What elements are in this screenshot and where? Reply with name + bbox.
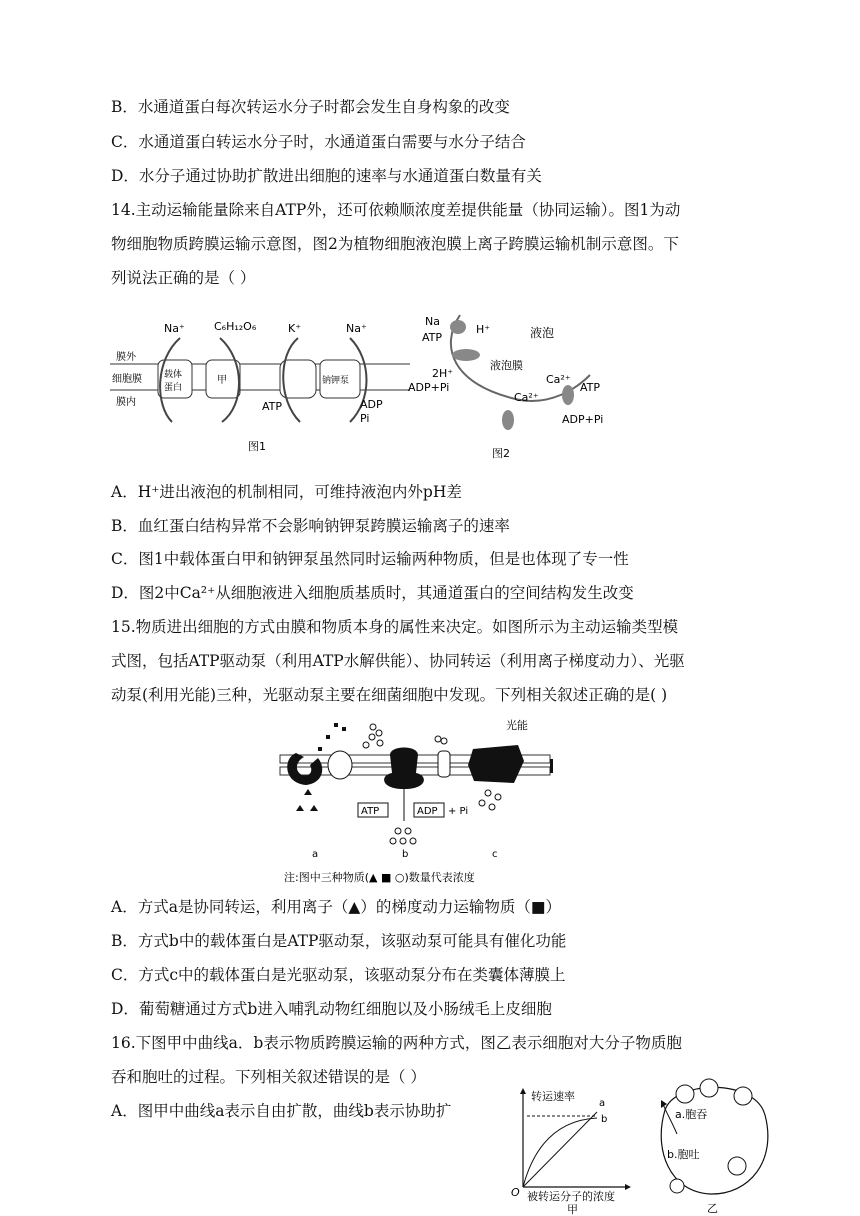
graph-ylabel: 转运速率 [531,1090,575,1103]
fig2-ca-pump [562,385,574,405]
fig1-pi-label: Pi [360,412,370,425]
fig2-ca-channel [502,410,514,430]
atp-label: ATP [361,806,380,817]
q15-stem-line-2: 式图，包括ATP驱动泵（利用ATP水解供能）、协同转运（利用离子梯度动力）、光驱 [111,652,685,670]
q16-option-a: A．图甲中曲线a表示自由扩散，曲线b表示协助扩 [111,1102,452,1120]
curve-b [523,1118,597,1187]
exocytosis-vesicle [728,1157,746,1175]
type-a-carrier-2 [328,751,352,779]
q15-option-d: D．葡萄糖通过方式b进入哺乳动物红细胞以及小肠绒毛上皮细胞 [111,1000,552,1018]
fig2-vacuole-label: 液泡 [530,326,555,340]
fig1-pump-label: 钠钾泵 [322,376,350,386]
fig1-k-label: K⁺ [288,322,302,335]
q14-stem-line-1: 14.主动运输能量除来自ATP外，还可依赖顺浓度差提供能量（协同运输）。图1为动 [111,201,681,219]
q15-option-a: A．方式a是协同转运，利用离子（▲）的梯度动力运输物质（■） [111,898,562,916]
label-a: a [312,849,319,860]
cell-yi-endocytosis-exocytosis [645,1070,785,1216]
q13-option-b: B．水通道蛋白每次转运水分子时都会发生自身构象的改变 [111,98,510,116]
endocytosis-label: a.胞吞 [675,1108,708,1121]
fig2-atp-label-2: ATP [580,381,601,394]
curve-b-label: b [601,1114,608,1125]
fig1-atp-label: ATP [262,400,283,413]
type-b-carrier-2 [438,751,450,777]
fig1-adp-label: ADP [360,398,383,411]
figure-1-membrane-transport [110,310,410,460]
q15-stem-line-3: 动泵(利用光能)三种，光驱动泵主要在细菌细胞中发现。下列相关叙述正确的是( ) [111,686,668,704]
fig1-inside-label: 膜内 [116,397,136,408]
triangle-particle [296,805,304,811]
svg-text:蛋白: 蛋白 [164,383,183,393]
q16-stem-line-2: 吞和胞吐的过程。下列相关叙述错误的是（ ） [111,1068,426,1086]
fig2-vac-membrane-label: 液泡膜 [490,359,523,372]
fig2-2h-label: 2H⁺ [432,367,454,380]
figure-note: 注:图中三种物质(▲ ■ ○)数量代表浓度 [284,871,475,884]
fig2-na-label: Na [425,315,440,328]
fig1-carrier-label: 载体 [164,370,183,380]
q14-option-a: A．H⁺进出液泡的机制相同，可维持液泡内外pH差 [111,483,462,501]
fig1-outside-label: 膜外 [116,352,136,363]
graph-jia-transport-rate [505,1082,645,1216]
fig1-caption: 图1 [248,440,266,453]
fig2-ca-label-2: Ca²⁺ [546,373,571,386]
fig1-na-label-1: Na⁺ [164,322,185,335]
q14-option-d: D．图2中Ca²⁺从细胞液进入细胞质基质时，其通道蛋白的空间结构发生改变 [111,584,634,602]
square-particle [334,723,338,727]
cell-caption: 乙 [707,1202,718,1215]
fig1-jia-label: 甲 [217,375,227,386]
q14-stem-line-2: 物细胞物质跨膜运输示意图，图2为植物细胞液泡膜上离子跨膜运输机制示意图。下 [111,235,679,253]
fig2-adp-label-2: ADP+Pi [562,413,604,426]
q13-option-c: C．水通道蛋白转运水分子时，水通道蛋白需要与水分子结合 [111,133,526,151]
q15-stem-line-1: 15.物质进出细胞的方式由膜和物质本身的属性来决定。如图所示为主动运输类型模 [111,618,679,636]
fig2-h-pump [450,320,466,334]
graph-caption: 甲 [567,1203,578,1216]
q14-option-c: C．图1中载体蛋白甲和钠钾泵虽然同时运输两种物质，但是也体现了专一性 [111,550,629,568]
curve-a-label: a [599,1098,606,1109]
q13-option-d: D．水分子通过协助扩散进出细胞的速率与水通道蛋白数量有关 [111,167,542,185]
light-label: 光能 [506,719,528,732]
fig1-na-label-2: Na⁺ [346,322,367,335]
graph-xlabel: 被转运分子的浓度 [527,1190,615,1203]
q16-stem-line-1: 16.下图甲中曲线a．b表示物质跨膜运输的两种方式，图乙表示细胞对大分子物质胞 [111,1034,682,1052]
q15-option-b: B．方式b中的载体蛋白是ATP驱动泵，该驱动泵可能具有催化功能 [111,932,567,950]
fig1-glucose-label: C₆H₁₂O₆ [214,320,257,333]
fig2-atp-label-1: ATP [422,331,443,344]
exocytosis-label: b.胞吐 [667,1148,700,1161]
graph-origin: O [511,1186,520,1199]
q14-option-b: B．血红蛋白结构异常不会影响钠钾泵跨膜运输离子的速率 [111,517,510,535]
label-c: c [492,849,498,860]
fig1-membrane-label: 细胞膜 [112,374,142,385]
figure-2-vacuole-transport [400,305,630,465]
adp-label: ADP [417,806,438,817]
figure-active-transport-types [278,713,568,893]
endocytosis-vesicle [676,1085,694,1103]
curve-a [523,1112,597,1187]
pi-label: + Pi [448,806,469,817]
fig2-adp-label-1: ADP+Pi [408,381,450,394]
fig2-caption: 图2 [492,447,510,460]
fig2-h-antiporter [452,349,480,361]
type-c-light-pump [468,745,524,783]
fig2-h-label: H⁺ [476,323,491,336]
q15-option-c: C．方式c中的载体蛋白是光驱动泵，该驱动泵分布在类囊体薄膜上 [111,966,566,984]
label-b: b [402,849,409,860]
fig2-ca-label-1: Ca²⁺ [514,391,539,404]
q14-stem-line-3: 列说法正确的是（ ） [111,269,256,287]
